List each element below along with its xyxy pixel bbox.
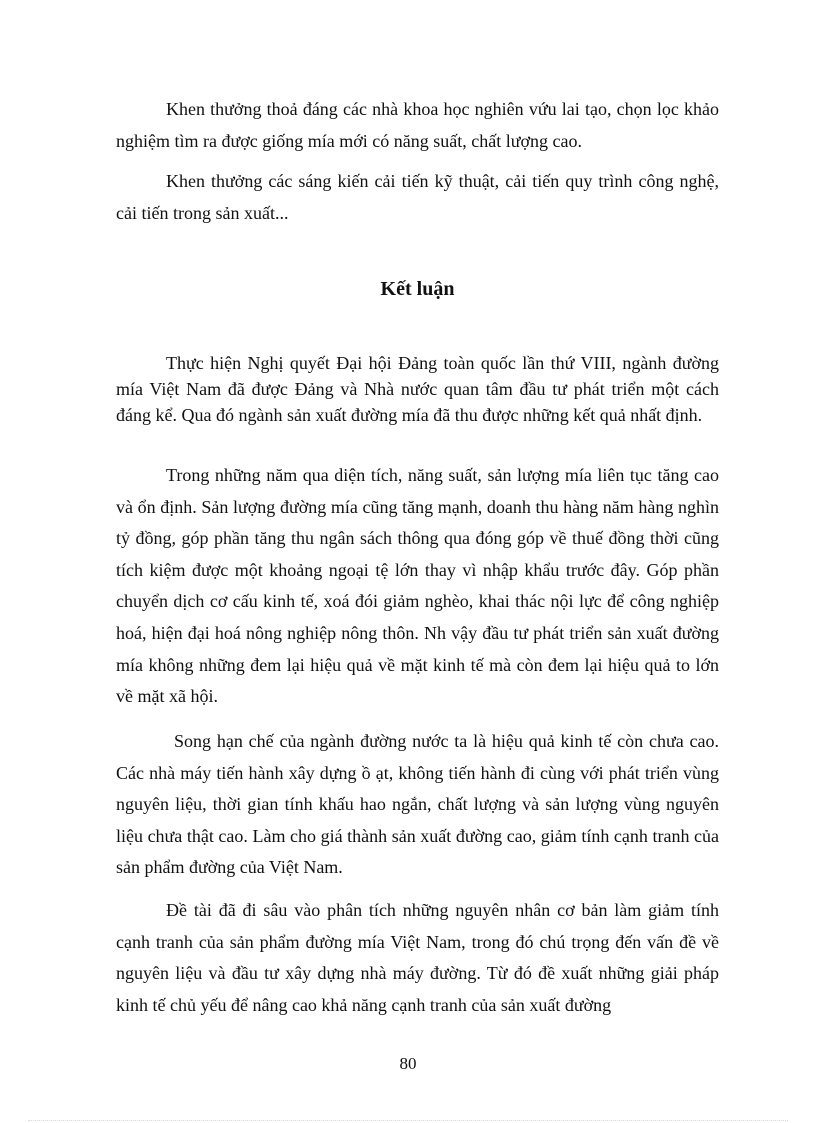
- paragraph-reward-scientists: Khen thưởng thoả đáng các nhà khoa học nghiên vứu lai tạo, chọn lọc khảo nghiệm tìm ra được giống mía mới có năng suất, chất lượng cao.: [116, 99, 719, 151]
- page-number: 80: [399, 1054, 417, 1073]
- paragraph-conclusion-achievements: Trong những năm qua diện tích, năng suất, sản lượng mía liên tục tăng cao và ổn định. Sản lượng đường mía cũng tăng mạnh, doanh thu hàng năm hàng nghìn tỷ đồng, góp phần tăng thu ngân sách thông qua đóng góp về thuế đồng thời cũng tích kiệm được một khoảng ngoại tệ lớn thay vì nhập khẩu trước đây. Góp phần chuyển dịch cơ cấu kinh tế, xoá đói giảm nghèo, khai thác nội lực để công nghiệp hoá, hiện đại hoá nông nghiệp nông thôn. Nh vậy đầu tư phát triển sản xuất đường mía không những đem lại hiệu quả về mặt kinh tế mà còn đem lại hiệu quả to lớn về mặt xã hội.: [116, 465, 719, 707]
- paragraph-conclusion-research: Đề tài đã đi sâu vào phân tích những nguyên nhân cơ bản làm giảm tính cạnh tranh của sản phẩm đường mía Việt Nam, trong đó chú trọng đến vấn đề về nguyên liệu và đầu tư xây dựng nhà máy đường. Từ đó đề xuất những giải pháp kinh tế chủ yếu để nâng cao khả năng cạnh tranh của sản xuất đường: [116, 900, 719, 1015]
- page-bottom-divider: [28, 1120, 788, 1121]
- section-heading-conclusion: Kết luận: [380, 278, 455, 300]
- paragraph-conclusion-intro: Thực hiện Nghị quyết Đại hội Đảng toàn quốc lần thứ VIII, ngành đường mía Việt Nam đã được Đảng và Nhà nước quan tâm đầu tư phát triển một cách đáng kể. Qua đó ngành sản xuất đường mía đã thu được những kết quả nhất định.: [116, 353, 719, 425]
- paragraph-conclusion-limitations: Song hạn chế của ngành đường nước ta là hiệu quả kinh tế còn chưa cao. Các nhà máy tiến hành xây dựng ồ ạt, không tiến hành đi cùng với phát triển vùng nguyên liệu, thời gian tính khấu hao ngắn, chất lượng và sản lượng vùng nguyên liệu chưa thật cao. Làm cho giá thành sản xuất đường cao, giảm tính cạnh tranh của sản phẩm đường của Việt Nam.: [116, 731, 719, 878]
- paragraph-reward-initiatives: Khen thưởng các sáng kiến cải tiến kỹ thuật, cải tiến quy trình công nghệ, cải tiến trong sản xuất...: [116, 171, 719, 223]
